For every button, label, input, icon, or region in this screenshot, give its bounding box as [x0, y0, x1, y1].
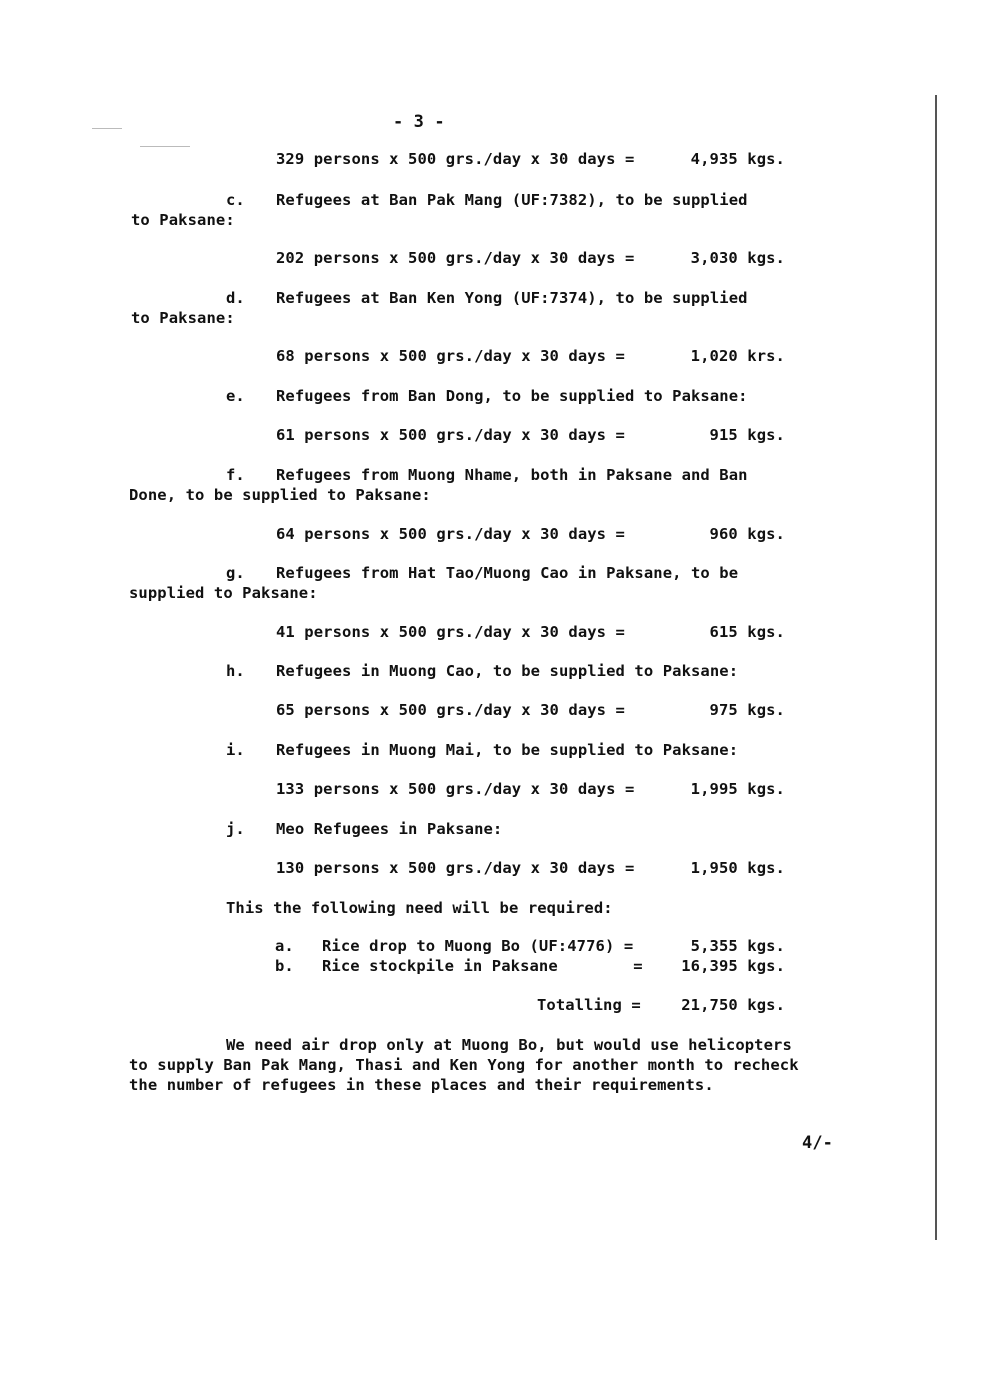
h-calculation: 65 persons x 500 grs./day x 30 days =	[276, 701, 625, 719]
page-edge-line	[935, 95, 937, 1240]
i-text: Refugees in Muong Mai, to be supplied to Paksane:	[276, 741, 739, 759]
d-total: 1,020 krs.	[690, 347, 785, 365]
f-calculation: 64 persons x 500 grs./day x 30 days =	[276, 525, 625, 543]
page-number: - 3 -	[393, 112, 445, 132]
requirement-b-letter: b.	[275, 957, 294, 975]
e-total: 915 kgs.	[709, 426, 785, 444]
i-total: 1,995 kgs.	[690, 780, 785, 798]
paragraph-line-1: We need air drop only at Muong Bo, but would use helicopters	[226, 1036, 792, 1054]
requirements-intro: This the following need will be required:	[226, 899, 613, 917]
g-text: Refugees from Hat Tao/Muong Cao in Paksane, to be	[276, 564, 739, 582]
next-page-indicator: 4/-	[802, 1133, 834, 1153]
c-text: Refugees at Ban Pak Mang (UF:7382), to be supplied	[276, 191, 748, 209]
paragraph-line-2: to supply Ban Pak Mang, Thasi and Ken Yong for another month to recheck	[129, 1056, 799, 1074]
requirement-a-total: 5,355 kgs.	[690, 937, 785, 955]
totalling-label: Totalling =	[537, 996, 641, 1014]
requirement-b-total: 16,395 kgs.	[681, 957, 785, 975]
g-continuation: supplied to Paksane:	[129, 584, 318, 602]
totalling-value: 21,750 kgs.	[681, 996, 785, 1014]
j-text: Meo Refugees in Paksane:	[276, 820, 503, 838]
j-calculation: 130 persons x 500 grs./day x 30 days =	[276, 859, 635, 877]
f-continuation: Done, to be supplied to Paksane:	[129, 486, 431, 504]
requirement-a-text: Rice drop to Muong Bo (UF:4776) =	[322, 937, 634, 955]
c-total: 3,030 kgs.	[690, 249, 785, 267]
scan-smudge	[92, 128, 122, 129]
d-calculation: 68 persons x 500 grs./day x 30 days =	[276, 347, 625, 365]
paragraph-line-3: the number of refugees in these places and their requirements.	[129, 1076, 714, 1094]
requirement-a-letter: a.	[275, 937, 294, 955]
g-total: 615 kgs.	[709, 623, 785, 641]
e-letter: e.	[226, 387, 245, 405]
b-total: 4,935 kgs.	[690, 150, 785, 168]
h-text: Refugees in Muong Cao, to be supplied to Paksane:	[276, 662, 739, 680]
f-total: 960 kgs.	[709, 525, 785, 543]
g-letter: g.	[226, 564, 245, 582]
e-calculation: 61 persons x 500 grs./day x 30 days =	[276, 426, 625, 444]
c-continuation: to Paksane:	[131, 211, 235, 229]
d-letter: d.	[226, 289, 245, 307]
e-text: Refugees from Ban Dong, to be supplied to Paksane:	[276, 387, 748, 405]
f-letter: f.	[226, 466, 245, 484]
h-letter: h.	[226, 662, 245, 680]
c-calculation: 202 persons x 500 grs./day x 30 days =	[276, 249, 635, 267]
i-calculation: 133 persons x 500 grs./day x 30 days =	[276, 780, 635, 798]
b-calculation: 329 persons x 500 grs./day x 30 days =	[276, 150, 635, 168]
g-calculation: 41 persons x 500 grs./day x 30 days =	[276, 623, 625, 641]
d-continuation: to Paksane:	[131, 309, 235, 327]
requirement-b-text: Rice stockpile in Paksane =	[322, 957, 643, 975]
d-text: Refugees at Ban Ken Yong (UF:7374), to be supplied	[276, 289, 748, 307]
j-total: 1,950 kgs.	[690, 859, 785, 877]
f-text: Refugees from Muong Nhame, both in Paksane and Ban	[276, 466, 748, 484]
scan-smudge	[140, 146, 190, 147]
j-letter: j.	[226, 820, 245, 838]
c-letter: c.	[226, 191, 245, 209]
h-total: 975 kgs.	[709, 701, 785, 719]
i-letter: i.	[226, 741, 245, 759]
